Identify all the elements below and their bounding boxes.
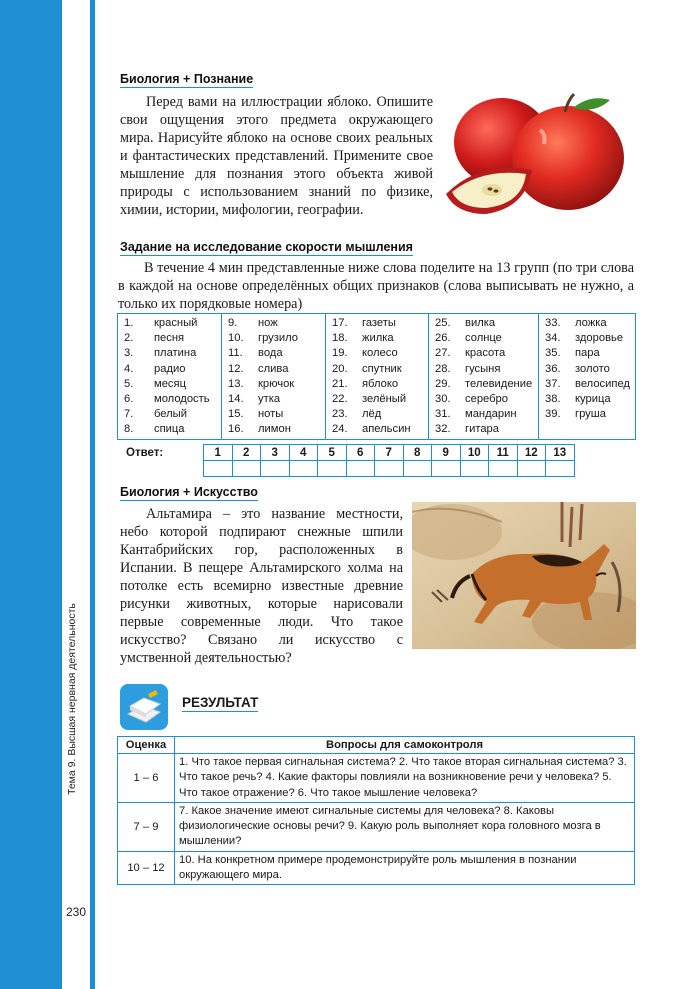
speed-task-paragraph <box>118 259 634 313</box>
word-item: 37. велосипед <box>545 377 630 390</box>
apple-paragraph-text: Перед вами на иллюстрации яблоко. Опишите свои ощущения этого предмета окружающего мира. Нарисуйте яблоко на основе своих реальных и фантастических представлений. Примените свое мышление для познания этого объекта живой природы с использованием знаний по физике, химии, истории, мифологии, географии. <box>120 94 433 218</box>
words-table <box>117 313 636 440</box>
answer-cell[interactable] <box>460 461 489 477</box>
answer-cell[interactable] <box>261 461 290 477</box>
cave-painting-image <box>412 502 636 649</box>
answer-numbers-row <box>204 445 575 461</box>
result-book-icon <box>120 684 168 730</box>
answer-number: 3 <box>261 445 290 461</box>
answer-number: 12 <box>517 445 546 461</box>
margin <box>62 0 90 989</box>
answer-label: Ответ: <box>126 447 164 459</box>
altamira-text: Альтамира – это название местности, небо которой подпирают снежные шпили Кантабрийских гор, расположенных в Испании. В пещере Альтамирского холма на потолке есть всемирно известные древние рисунки животных, которые нарисовали первые современные люди. Что такое искусство? Связано ли искусство с умственной деятельностью? <box>120 506 403 666</box>
table-row <box>118 802 635 851</box>
speed-task-text: В течение 4 мин представленные ниже слова поделите на 13 групп (по три слова в каждой на основе определённых общих признаков (слова выписывать не нужно, а только их порядковые номера) <box>118 260 634 312</box>
section-heading-speed-task: Задание на исследование скорости мышления <box>120 240 413 254</box>
answer-cell[interactable] <box>289 461 318 477</box>
word-item: 1. красный <box>124 317 198 329</box>
word-item: 30. серебро <box>435 392 508 405</box>
table-row <box>118 851 635 885</box>
section-heading-cognition: Биология + Познание <box>120 72 254 86</box>
apple-image <box>440 90 630 220</box>
answer-number: 2 <box>232 445 261 461</box>
word-item: 21. яблоко <box>332 377 399 390</box>
self-check-table <box>117 736 635 885</box>
words-column-1 <box>118 314 222 439</box>
answer-cell[interactable] <box>346 461 375 477</box>
word-item: 9. нож <box>228 317 278 329</box>
answer-number: 13 <box>546 445 575 461</box>
word-item: 7. белый <box>124 408 187 421</box>
answer-cell[interactable] <box>318 461 347 477</box>
topic-vertical-label <box>63 585 87 795</box>
word-item: 38. курица <box>545 392 611 405</box>
grade-cell: 10 – 12 <box>118 851 175 885</box>
word-item: 33. ложка <box>545 317 607 329</box>
word-item: 24. апельсин <box>332 423 411 436</box>
word-item: 17. газеты <box>332 317 396 329</box>
answer-number: 1 <box>204 445 233 461</box>
answer-number: 9 <box>432 445 461 461</box>
left-blue-bar <box>0 0 62 989</box>
answer-cell[interactable] <box>403 461 432 477</box>
word-item: 35. пара <box>545 347 600 360</box>
questions-cell: 10. На конкретном примере продемонстрируйте роль мышления в познании окружающего мира. <box>175 851 635 885</box>
altamira-paragraph <box>120 505 403 667</box>
grade-column-header: Оценка <box>118 737 175 754</box>
answer-number: 10 <box>460 445 489 461</box>
word-item: 32. гитара <box>435 423 499 436</box>
word-item: 34. здоровье <box>545 332 624 345</box>
table-header-row <box>118 737 635 754</box>
answer-number: 11 <box>489 445 518 461</box>
apple-paragraph <box>120 93 433 219</box>
word-item: 3. платина <box>124 347 197 360</box>
result-title: РЕЗУЛЬТАТ <box>182 695 259 710</box>
answer-number: 7 <box>375 445 404 461</box>
answer-number: 8 <box>403 445 432 461</box>
answer-cell[interactable] <box>517 461 546 477</box>
thin-blue-bar <box>90 0 95 989</box>
word-item: 6. молодость <box>124 392 210 405</box>
word-item: 14. утка <box>228 392 281 405</box>
word-item: 39. груша <box>545 408 606 421</box>
grade-cell: 1 – 6 <box>118 754 175 803</box>
words-column-2 <box>222 314 326 439</box>
words-column-4 <box>429 314 539 439</box>
questions-cell: 1. Что такое первая сигнальная система? 2. Что такое вторая сигнальная система? 3. Что такое речь? 4. Какие факторы повлияли на возникновение речи у человека? 5. Что такое отражение? 6. Что такое мышление человека? <box>175 754 635 803</box>
word-item: 28. гусыня <box>435 362 501 375</box>
answer-cell[interactable] <box>432 461 461 477</box>
word-item: 12. слива <box>228 362 289 375</box>
word-item: 36. золото <box>545 362 610 375</box>
answer-cell[interactable] <box>204 461 233 477</box>
word-item: 11. вода <box>228 347 283 360</box>
answer-number: 5 <box>318 445 347 461</box>
word-item: 16. лимон <box>228 423 291 436</box>
word-item: 13. крючок <box>228 377 295 390</box>
word-item: 31. мандарин <box>435 408 517 421</box>
page-number: 230 <box>66 905 87 919</box>
answer-cell[interactable] <box>489 461 518 477</box>
word-item: 4. радио <box>124 362 186 375</box>
section-heading-art: Биология + Искусство <box>120 485 258 499</box>
answer-cell[interactable] <box>232 461 261 477</box>
table-row <box>118 754 635 803</box>
answer-cell[interactable] <box>375 461 404 477</box>
grade-cell: 7 – 9 <box>118 802 175 851</box>
word-item: 25. вилка <box>435 317 496 329</box>
topic-text: Тема 9. Высшая нервная деятельность <box>66 603 78 795</box>
word-item: 27. красота <box>435 347 506 360</box>
word-item: 22. зелёный <box>332 392 407 405</box>
word-item: 19. колесо <box>332 347 398 360</box>
word-item: 2. песня <box>124 332 185 345</box>
answer-cell[interactable] <box>546 461 575 477</box>
word-item: 10. грузило <box>228 332 299 345</box>
word-item: 15. ноты <box>228 408 284 421</box>
questions-column-header: Вопросы для самоконтроля <box>175 737 635 754</box>
word-item: 29. телевидение <box>435 377 533 390</box>
word-item: 26. солнце <box>435 332 502 345</box>
answer-number: 4 <box>289 445 318 461</box>
word-item: 8. спица <box>124 423 185 436</box>
word-item: 18. жилка <box>332 332 394 345</box>
words-column-3 <box>326 314 429 439</box>
word-item: 20. спутник <box>332 362 402 375</box>
words-column-5 <box>539 314 633 439</box>
answer-blank-row <box>204 461 575 477</box>
answer-number: 6 <box>346 445 375 461</box>
word-item: 23. лёд <box>332 408 382 421</box>
word-item: 5. месяц <box>124 377 186 390</box>
answer-grid <box>203 444 575 477</box>
questions-cell: 7. Какое значение имеют сигнальные системы для человека? 8. Каковы физиологические основы речи? 9. Какую роль выполняет кора головного мозга в мышлении? <box>175 802 635 851</box>
